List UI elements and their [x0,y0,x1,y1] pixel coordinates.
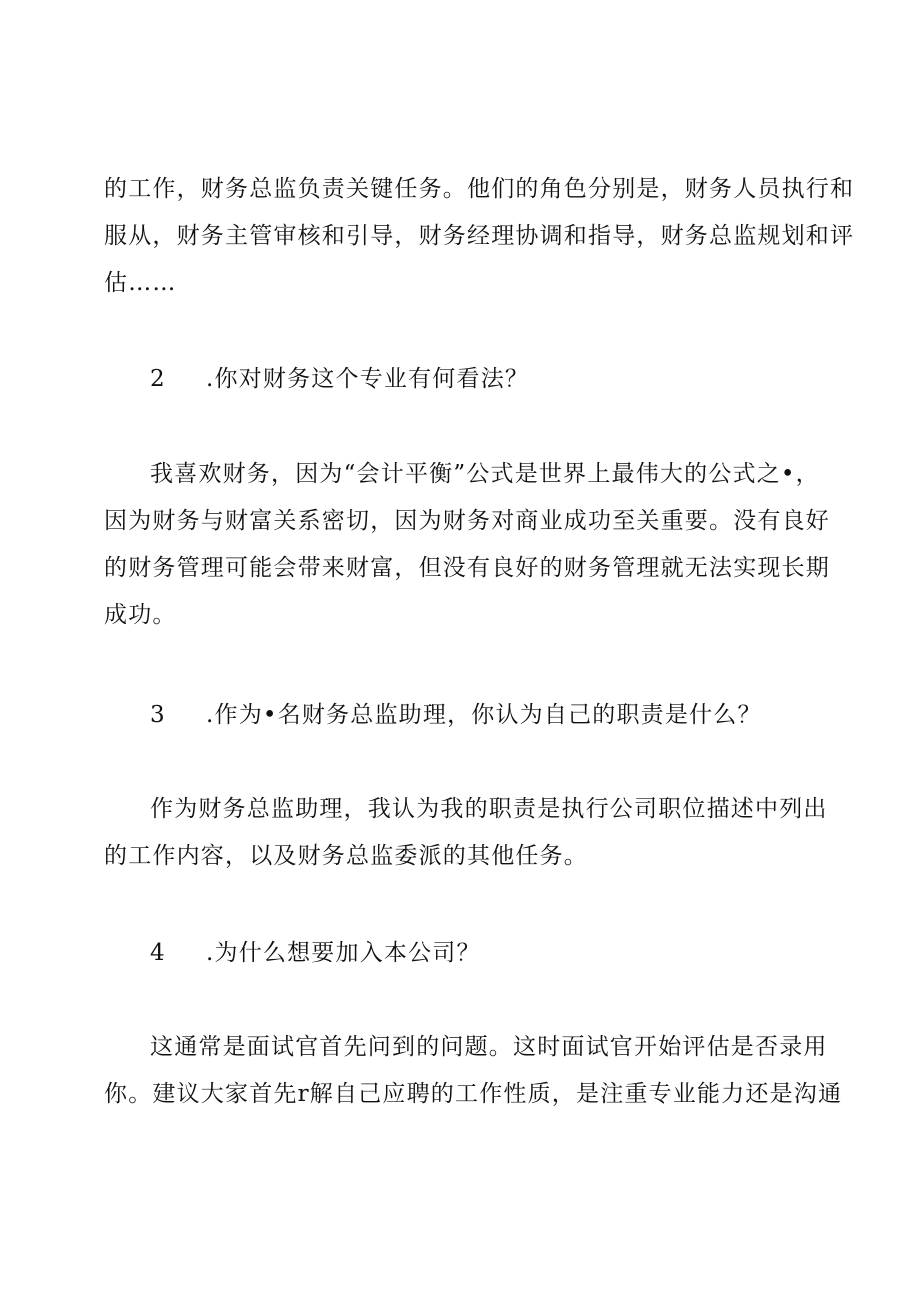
text-line: 你。建议大家首先r解自己应聘的工作性质，是注重专业能力还是沟通 [104,1081,843,1107]
question-3 [150,692,762,739]
question-2 [150,356,529,403]
text-line: 的财务管理可能会带来财富，但没有良好的财务管理就无法实现长期 [104,555,830,581]
text-line: 的工作内容，以及财务总监委派的其他任务。 [104,843,588,869]
question-text: .为什么想要加入本公司？ [206,940,481,966]
question-4 [150,930,481,977]
text-line: 估…… [104,270,177,296]
question-number: 4 [150,940,166,966]
text-line: 成功。 [104,602,177,628]
answer-3 [104,786,828,880]
answer-2 [104,451,830,639]
paragraph-roles [104,166,855,307]
answer-4 [104,1024,843,1118]
text-line: 的工作，财务总监负责关键任务。他们的角色分别是，财务人员执行和 [104,176,855,202]
text-line: 我喜欢财务，因为“会计平衡”公式是世界上最伟大的公式之•， [150,461,820,487]
question-number: 3 [150,702,166,728]
question-number: 2 [150,366,166,392]
question-text: .作为•名财务总监助理，你认为自己的职责是什么？ [206,702,762,728]
text-line: 作为财务总监助理，我认为我的职责是执行公司职位描述中列出 [150,796,828,822]
text-line: 因为财务与财富关系密切，因为财务对商业成功至关重要。没有良好 [104,508,830,534]
question-text: .你对财务这个专业有何看法？ [206,366,530,392]
text-line: 这通常是面试官首先问到的问题。这时面试官开始评估是否录用 [150,1034,828,1060]
text-line: 服从，财务主管审核和引导，财务经理协调和指导，财务总监规划和评 [104,223,855,249]
